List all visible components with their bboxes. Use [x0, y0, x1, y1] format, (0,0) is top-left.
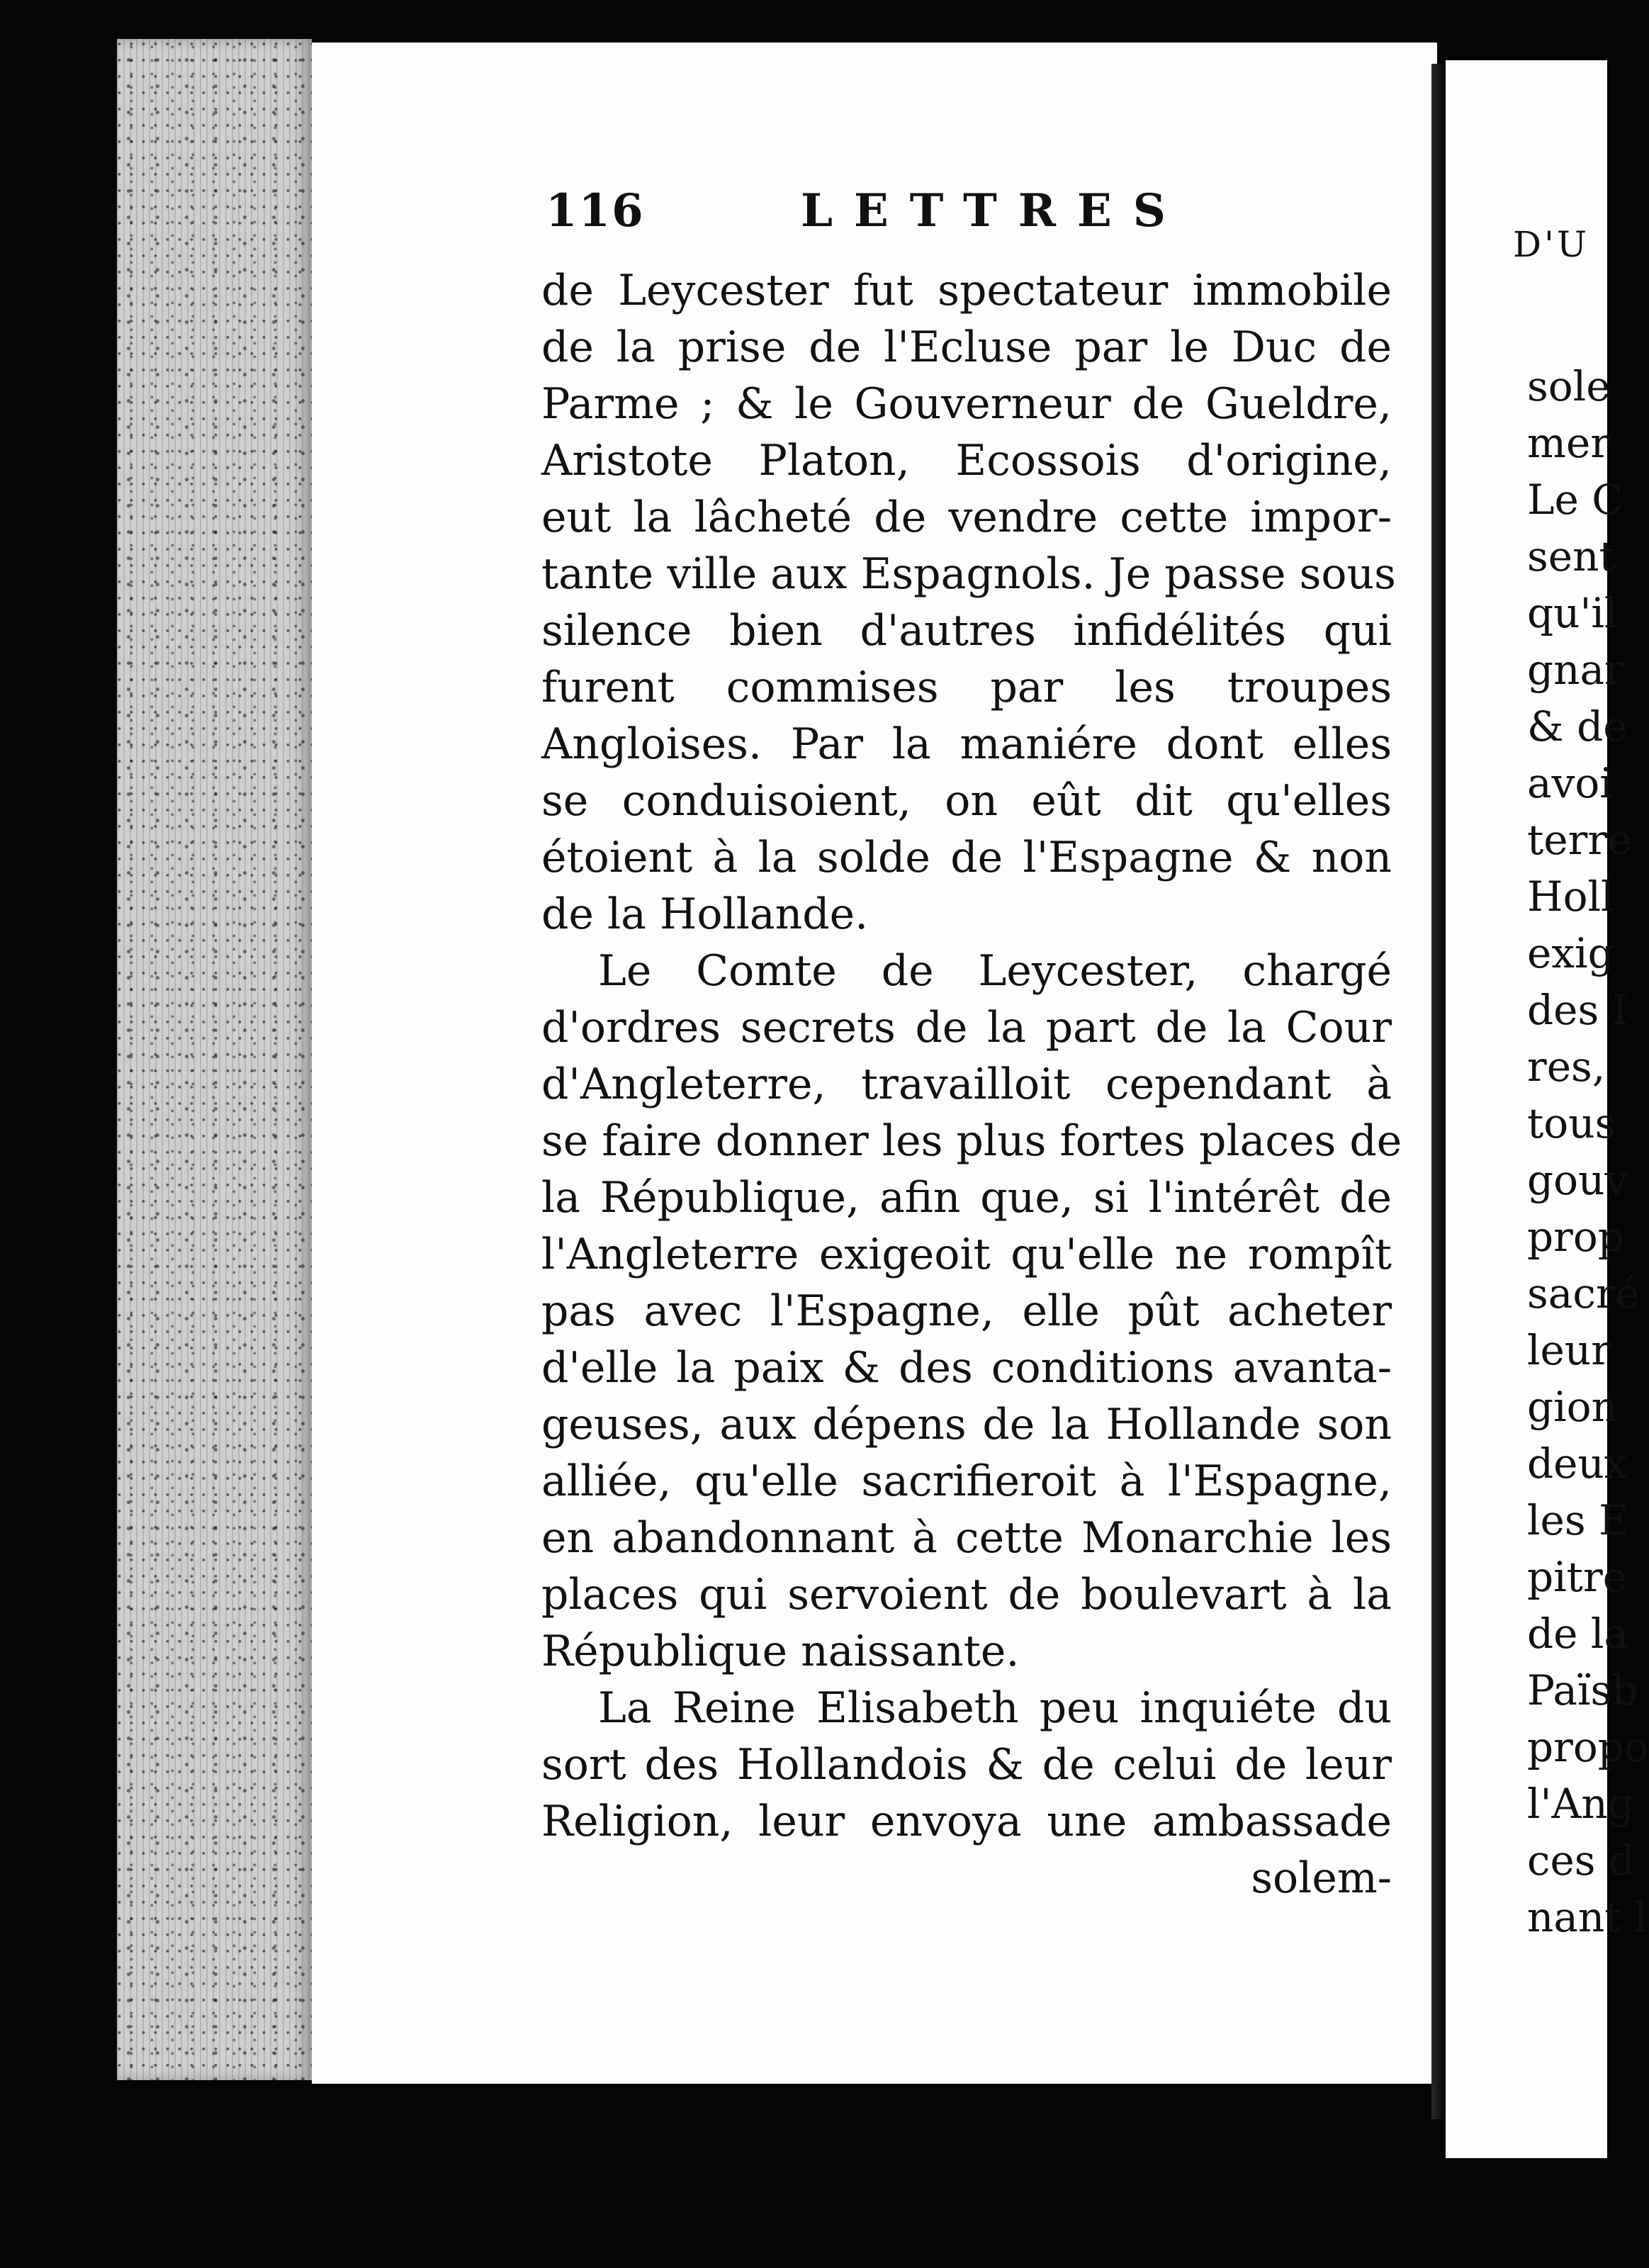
text-line: se conduisoient, on eût dit qu'elles — [541, 776, 1392, 826]
text-line: Le Comte de Leycester, chargé — [598, 946, 1392, 996]
text-line: terre — [1527, 816, 1632, 864]
text-line: furent commises par les troupes — [541, 663, 1392, 712]
text-line: & de — [1527, 702, 1628, 751]
text-line: d'Angleterre, travailloit cependant à — [541, 1060, 1392, 1109]
right-page-text — [1527, 358, 1649, 1946]
text-line: pas avec l'Espagne, elle pût acheter — [541, 1286, 1392, 1336]
left-page-text — [541, 262, 1402, 1907]
text-line: sent — [1527, 532, 1616, 580]
text-line: l'Angleterre exigeoit qu'elle ne rompît — [541, 1230, 1392, 1279]
text-line: étoient à la solde de l'Espagne & non — [541, 833, 1392, 882]
text-line: en abandonnant à cette Monarchie les — [541, 1513, 1392, 1563]
text-line: l'Ang — [1527, 1780, 1634, 1828]
text-line: leur — [1527, 1326, 1611, 1374]
text-line: tous — [1527, 1099, 1616, 1147]
text-line: sacré — [1527, 1269, 1640, 1318]
text-line: alliée, qu'elle sacrifieroit à l'Espagne, — [541, 1456, 1392, 1506]
text-line: gnar — [1527, 646, 1624, 694]
text-line: sort des Hollandois & de celui de leur — [541, 1740, 1392, 1790]
page-number: 116 — [546, 184, 645, 237]
catchword: solem- — [1251, 1853, 1392, 1903]
text-line: gouv — [1527, 1156, 1628, 1204]
text-line: d'elle la paix & des conditions avanta- — [541, 1343, 1392, 1393]
text-line: sole — [1527, 362, 1611, 410]
text-line: silence bien d'autres infidélités qui — [541, 606, 1392, 656]
text-line: Païsb — [1527, 1666, 1638, 1714]
text-line: République naissante. — [541, 1627, 1020, 1676]
text-line: deux — [1527, 1439, 1628, 1488]
text-line: pitre — [1527, 1553, 1628, 1601]
text-line: propo — [1527, 1723, 1649, 1771]
text-line: se faire donner les plus fortes places de — [541, 1116, 1402, 1166]
text-line: mer — [1527, 419, 1611, 467]
right-page — [1446, 60, 1649, 2158]
book-gutter — [1431, 64, 1447, 2119]
text-line: places qui servoient de boulevart à la — [541, 1570, 1392, 1619]
left-page-header — [546, 183, 1389, 240]
text-line: d'ordres secrets de la part de la Cour — [541, 1003, 1392, 1052]
text-line: avoi — [1527, 759, 1613, 807]
text-line: geuses, aux dépens de la Hollande son — [541, 1400, 1392, 1449]
text-line: Parme ; & le Gouverneur de Gueldre, — [541, 379, 1392, 429]
text-line: la République, afin que, si l'intérêt de — [541, 1173, 1392, 1223]
text-line: Le C — [1527, 476, 1623, 524]
text-line: les E — [1527, 1496, 1629, 1544]
text-line: ces d — [1527, 1836, 1636, 1885]
text-line: eut la lâcheté de vendre cette impor- — [541, 493, 1392, 542]
right-page-header: D'U — [1513, 224, 1589, 265]
text-line: des I — [1527, 986, 1628, 1034]
text-line: de la prise de l'Ecluse par le Duc de — [541, 322, 1392, 372]
text-line: La Reine Elisabeth peu inquiéte du — [598, 1683, 1392, 1733]
text-line: qu'il — [1527, 589, 1618, 637]
text-line: Religion, leur envoya une ambassade — [541, 1797, 1392, 1846]
text-line: Angloises. Par la maniére dont elles — [541, 719, 1392, 769]
text-line: Aristote Platon, Ecossois d'origine, — [541, 436, 1392, 485]
text-line: gion — [1527, 1383, 1618, 1431]
text-line: exig — [1527, 929, 1614, 977]
text-line: de la — [1527, 1610, 1629, 1658]
running-title: LETTRES — [801, 184, 1187, 237]
text-line: de la Hollande. — [541, 889, 869, 939]
text-line: nant l — [1527, 1893, 1648, 1941]
book-page-edges — [117, 39, 312, 2080]
text-line: Holl — [1527, 872, 1614, 921]
text-line: prop — [1527, 1213, 1624, 1261]
text-line: de Leycester fut spectateur immobile — [541, 266, 1392, 315]
text-line: tante ville aux Espagnols. Je passe sous — [541, 549, 1396, 599]
text-line: res, — [1527, 1043, 1606, 1091]
